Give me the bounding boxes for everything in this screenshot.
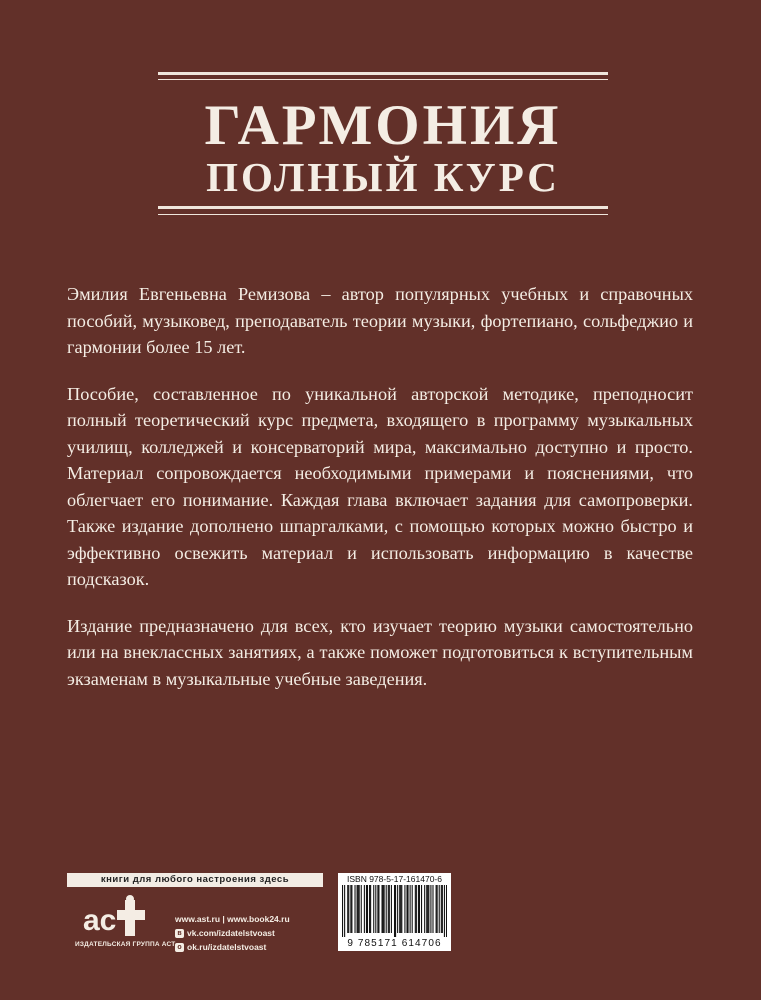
barcode-bar: [428, 885, 429, 933]
barcode-bar: [421, 885, 422, 933]
barcode-bar: [412, 885, 413, 933]
barcode-bar: [395, 885, 396, 937]
barcode-bar: [364, 885, 365, 933]
barcode-bar: [399, 885, 400, 933]
barcode-bar: [419, 885, 420, 933]
book-subtitle: ПОЛНЫЙ КУРС: [206, 154, 560, 200]
barcode-bar: [397, 885, 398, 933]
ast-logo-icon: [81, 894, 151, 938]
vk-icon: в: [175, 929, 184, 938]
barcode-bar: [426, 885, 427, 933]
barcode-bar: [377, 885, 378, 933]
barcode-bar: [369, 885, 370, 933]
barcode-bar: [404, 885, 405, 933]
barcode-bar: [373, 885, 374, 933]
audience-paragraph: Издание предназначено для всех, кто изучает теорию музыки самостоятельно или на внеклассных занятиях, а также поможет подготовиться к вступительным экзаменам в музыкальные учебные заведения.: [67, 615, 693, 689]
barcode-digits: 9 785171 614706: [347, 938, 442, 949]
barcode-bar: [444, 885, 445, 937]
barcode-bar: [439, 885, 440, 933]
barcode-bar: [441, 885, 442, 933]
bottom-rule-thick: [158, 206, 608, 209]
top-rule-thin: [158, 79, 608, 80]
barcode-bar: [401, 885, 402, 933]
slogan-bar: книги для любого настроения здесь: [67, 873, 323, 887]
websites-link[interactable]: www.ast.ru | www.book24.ru: [175, 914, 290, 924]
publisher-links: [175, 912, 335, 954]
barcode-bar: [342, 885, 343, 937]
ok-link[interactable]: [175, 940, 335, 954]
barcode-bar: [348, 885, 349, 933]
svg-text:ас: ас: [83, 904, 117, 937]
bottom-rule-thin: [158, 214, 608, 215]
barcode-bar: [410, 885, 411, 933]
barcode-bar: [446, 885, 447, 937]
barcode-bar: [388, 885, 389, 933]
vk-link[interactable]: [175, 926, 335, 940]
vk-link-text: vk.com/izdatelstvoast: [187, 928, 275, 938]
description-paragraph: Пособие, составленное по уникальной авторской методике, преподносит полный теоретический курс предмета, входящего в программу музыкальных училищ, колледжей и консерваторий мира, максимально доступно и просто. Материал сопровождается необходимыми примерами и пояснениями, что облегчает его понимание. Каждая глава включает задания для самопроверки. Также издание дополнено шпаргалками, с помощью которых можно быстро и эффективно освежить материал и использовать информацию в качестве подсказок.: [67, 383, 693, 589]
odnoklassniki-icon: о: [175, 943, 184, 952]
barcode-bar: [430, 885, 431, 933]
annotation-text: [67, 281, 693, 712]
barcode-bar: [408, 885, 409, 933]
publisher-logo: [75, 894, 176, 954]
barcode-bar: [366, 885, 367, 933]
barcode-bar: [416, 885, 417, 933]
barcode-bar: [406, 885, 407, 933]
barcode-bar: [382, 885, 383, 933]
barcode-bar: [357, 885, 358, 933]
publisher-caption: ИЗДАТЕЛЬСКАЯ ГРУППА АСТ: [75, 941, 176, 948]
barcode-bar: [354, 885, 355, 933]
barcode-bar: [432, 885, 433, 933]
title-block: [158, 72, 608, 222]
isbn-label: ISBN 978-5-17-161470-6: [347, 874, 442, 884]
barcode-bar: [344, 885, 345, 937]
barcode-bar: [391, 885, 392, 933]
author-paragraph: Эмилия Евгеньевна Ремизова – автор популярных учебных и справочных пособий, музыковед, преподаватель теории музыки, фортепиано, сольфеджио и гармонии более 15 лет.: [67, 284, 693, 357]
barcode-bar: [436, 885, 437, 933]
barcode-bar: [384, 885, 385, 933]
barcode-bar: [427, 885, 428, 933]
barcode-bar: [350, 885, 351, 933]
top-rule-thick: [158, 72, 608, 75]
barcode-bar: [375, 885, 376, 933]
barcode-bar: [367, 885, 368, 933]
ok-link-text: ok.ru/izdatelstvoast: [187, 942, 267, 952]
barcode-bar: [386, 885, 387, 933]
barcode-bar: [361, 885, 362, 933]
barcode-bar: [383, 885, 384, 933]
barcode-bar: [418, 885, 419, 933]
barcode-bar: [400, 885, 401, 933]
barcode-bar: [358, 885, 359, 933]
isbn-barcode: [338, 873, 451, 951]
book-title: ГАРМОНИЯ: [204, 94, 562, 157]
barcode-bar: [424, 885, 425, 933]
barcode-bars: [342, 885, 447, 937]
barcode-bar: [442, 885, 443, 933]
barcode-bar: [437, 885, 438, 933]
barcode-bar: [347, 885, 348, 933]
barcode-bar: [378, 885, 379, 933]
barcode-bar: [415, 885, 416, 933]
barcode-bar: [370, 885, 371, 933]
barcode-bar: [389, 885, 390, 933]
barcode-bar: [394, 885, 395, 937]
barcode-bar: [351, 885, 352, 933]
barcode-bar: [359, 885, 360, 933]
